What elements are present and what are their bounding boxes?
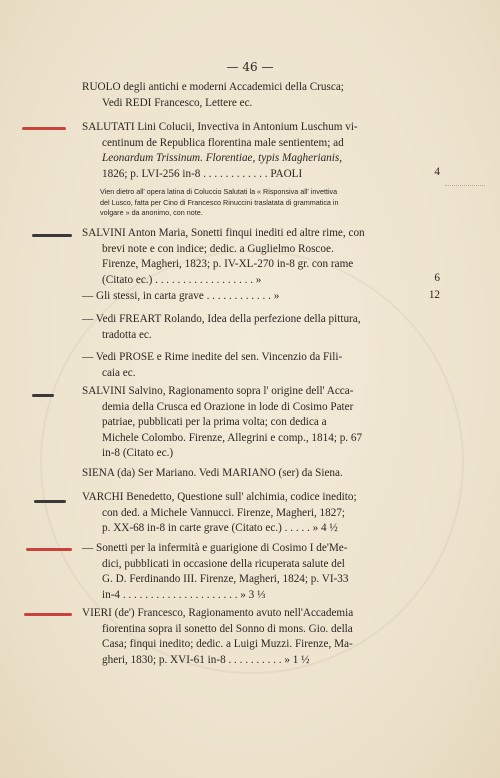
dark-margin-mark [32,394,54,397]
red-margin-mark [26,548,72,551]
entry-salvini-anton [82,226,412,288]
entry-line: 1826; p. LVI-256 in-8 . . . . . . . . . . . . PAOLI [102,167,303,180]
entry-line: Vedi REDI Francesco, Lettere ec. [102,96,253,109]
entry-line: tradotta ec. [102,328,152,341]
red-margin-mark [24,613,72,616]
entry-stessi [82,289,412,305]
entry-prose [82,350,412,381]
entry-line: G. D. Ferdinando III. Firenze, Magheri, 1824; p. VI-33 [102,573,349,585]
entry-line: gheri, 1830; p. XVI-61 in-8 . . . . . . . . . . » 1 ½ [102,653,310,666]
entry-line: VARCHI Benedetto, Questione sull' alchimia, codice inedito; [82,491,357,503]
entry-line: demia della Crusca ed Orazione in lode di Cosimo Pater [102,400,354,413]
page-number: — 46 — [226,60,274,74]
entry-siena [82,466,412,482]
entry-line: Leonardum Trissinum. Florentiae, typis Magherianis, [102,152,343,164]
entry-freart [82,312,412,343]
price: 12 [428,289,440,301]
entry-line: fiorentina sopra il sonetto del Sonno di mons. Gio. della [102,622,353,635]
dark-margin-mark [34,500,66,503]
entry-line: (Citato ec.) . . . . . . . . . . . . . . . . . . » [102,273,262,286]
entry-line: patriae, pubblicati per la prima volta; con dedica a [102,416,327,428]
note-line: volgare » da anonimo, con note. [100,208,203,217]
entry-line: caia ec. [102,366,136,379]
entry-line: dici, pubblicati in occasione della ricuperata salute del [102,557,345,570]
entry-line: RUOLO degli antichi e moderni Accademici della Crusca; [82,81,344,93]
entry-line: brevi note e con indice; dedic. a Guglielmo Roscoe. [102,242,334,255]
entry-line: SIENA (da) Ser Mariano. Vedi MARIANO (ser) da Siena. [82,467,343,479]
dark-margin-mark [32,234,72,237]
note-line: Vien dietro all' opera latina di Coluccio Salutati la « Risponsiva all' invettiva [100,187,338,196]
entry-line: VIERI (de') Francesco, Ragionamento avuto nell'Accademia [82,607,354,619]
entry-line: — Vedi FREART Rolando, Idea della perfezione della pittura, [82,313,361,325]
entry-line: — Vedi PROSE e Rime inedite del sen. Vincenzio da Fili- [82,351,343,363]
entry-line: in-8 (Citato ec.) [102,447,174,459]
entry-line: SALVINI Salvino, Ragionamento sopra l' origine dell' Acca- [82,385,354,397]
entry-salvini-salvino [82,384,412,462]
note-salutati [100,187,420,219]
entry-line: SALUTATI Lini Colucii, Invectiva in Antonium Luschum vi- [82,121,358,133]
entry-line: in-4 . . . . . . . . . . . . . . . . . . . . . » 3 ⅓ [102,588,266,601]
entry-sonetti [82,541,412,603]
price: 4 [434,166,440,178]
entry-line: Casa; finqui inedito; dedic. a Luigi Muzzi. Firenze, Ma- [102,638,353,650]
entry-line: con ded. a Michele Vannucci. Firenze, Magheri, 1827; [102,506,346,519]
price: 6 [434,272,440,284]
entry-salutati [82,120,412,182]
entry-line: SALVINI Anton Maria, Sonetti finqui inediti ed altre rime, con [82,227,365,239]
entry-line: Michele Colombo. Firenze, Allegrini e comp., 1814; p. 67 [102,431,363,444]
red-margin-mark [22,127,66,130]
entry-ruolo [82,80,412,111]
margin-tick [445,185,485,187]
entry-varchi [82,490,412,537]
entry-line: — Gli stessi, in carta grave . . . . . . . . . . . . » [82,290,280,302]
entry-line: centinum de Republica florentina male sentientem; ad [102,136,344,149]
entry-vieri [82,606,412,668]
entry-line: Firenze, Magheri, 1823; p. IV-XL-270 in-8 gr. con rame [102,258,354,270]
note-line: del Lusco, fatta per Cino di Francesco Rinuccini traslatata di grammatica in [100,197,339,207]
entry-line: — Sonetti per la infermità e guarigione di Cosimo I de'Me- [82,542,348,554]
entry-line: p. XX-68 in-8 in carte grave (Citato ec.) . . . . . » 4 ½ [102,522,338,534]
